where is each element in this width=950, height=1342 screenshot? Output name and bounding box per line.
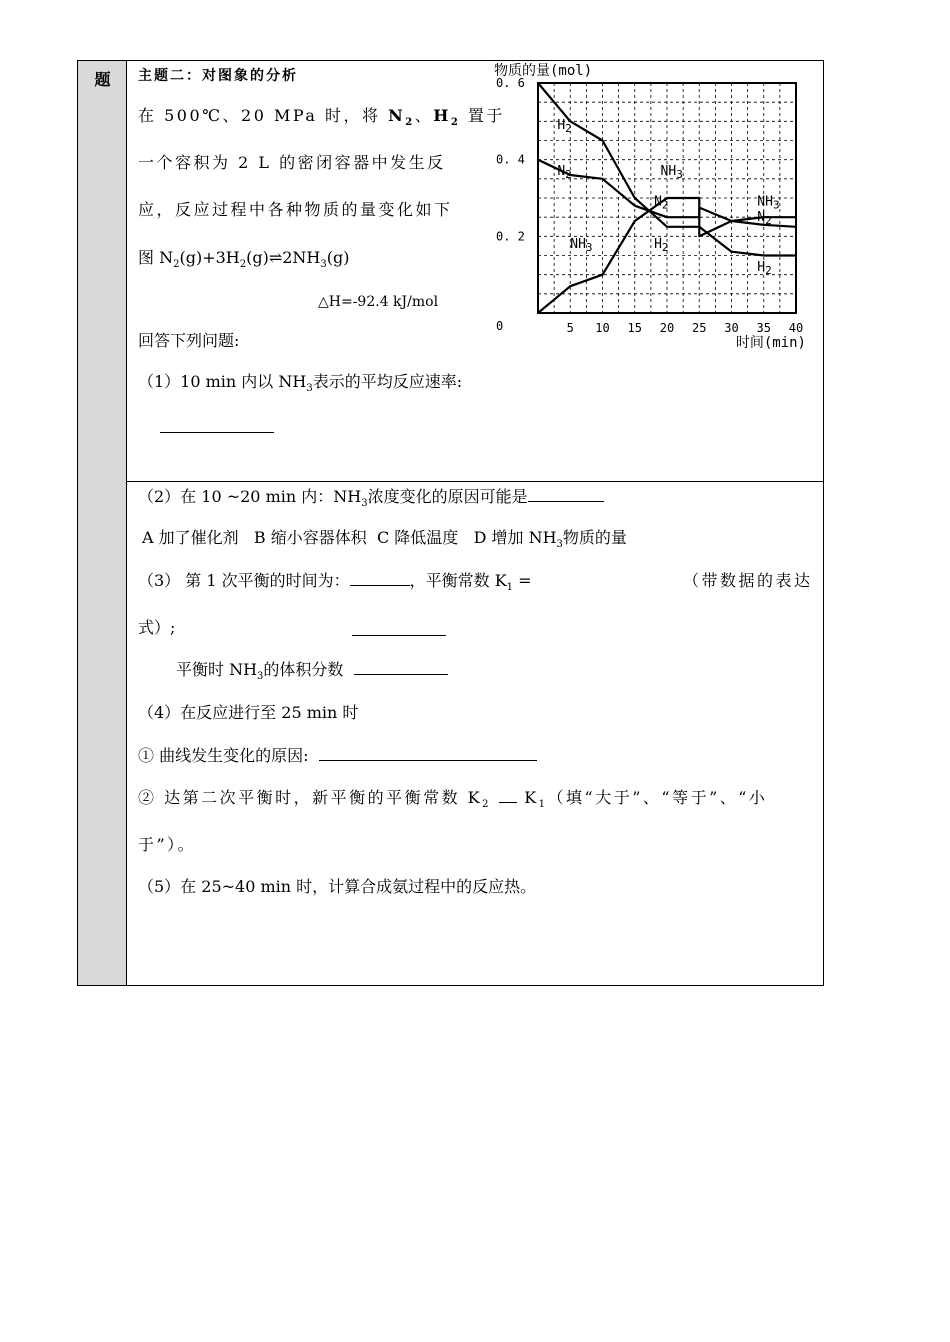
series-label-n2: $N_2$ bbox=[757, 210, 772, 227]
x-tick-label: 35 bbox=[756, 321, 771, 335]
intro-line-1: 在 500℃、20 MPa 时，将 $N_2$、$H_2$ 置于 bbox=[138, 106, 505, 129]
q3-note-cont: 式）; bbox=[138, 618, 176, 637]
question-4-1: ① 曲线发生变化的原因: bbox=[138, 746, 537, 766]
x-tick-label: 10 bbox=[595, 321, 610, 335]
question-1: （1）10 min 内以 $NH_3$表示的平均反应速率: bbox=[138, 372, 463, 395]
question-5: （5）在 25~40 min 时，计算合成氨过程中的反应热。 bbox=[138, 877, 537, 896]
y-tick-label: 0 bbox=[496, 319, 504, 333]
series-label-nh3: $NH_3$ bbox=[570, 236, 593, 254]
q2-answer-blank[interactable] bbox=[528, 487, 604, 502]
x-tick-label: 15 bbox=[627, 321, 642, 335]
q3-time-blank[interactable] bbox=[350, 571, 410, 586]
x-tick-label: 20 bbox=[659, 321, 675, 335]
question-4: （4）在反应进行至 25 min 时 bbox=[138, 703, 359, 722]
series-label-h2: $H_2$ bbox=[757, 259, 772, 277]
option-a: A 加了催化剂 bbox=[142, 528, 239, 547]
section-heading: 主题二：对图象的分析 bbox=[138, 68, 298, 84]
series-label-h2: $H_2$ bbox=[654, 236, 669, 254]
intro-line-2: 一个容积为 2 L 的密闭容器中发生反 bbox=[138, 153, 446, 172]
intro-line-3: 应，反应过程中各种物质的量变化如下 bbox=[138, 200, 453, 219]
x-tick-label: 40 bbox=[788, 321, 804, 335]
series-label-nh3: $NH_3$ bbox=[660, 164, 683, 181]
q3-note: （带数据的表达 bbox=[683, 571, 813, 590]
q1-answer-blank[interactable] bbox=[160, 418, 274, 433]
q3-volume-fraction: 平衡时 $NH_3$的体积分数 bbox=[176, 660, 448, 687]
series-label-n2: $N_2$ bbox=[654, 194, 669, 212]
series-label-h2: $H_2$ bbox=[557, 118, 572, 135]
question-4-2: ② 达第二次平衡时，新平衡的平衡常数 $K_2$ $K_1$（填“大于”、“等于”、“小 bbox=[138, 788, 768, 811]
reaction-equation: 图 $N_2(g)+3H_2(g)\rightleftharpoons 2NH_3(g)$ bbox=[138, 248, 350, 271]
equilibrium-arrow-icon: ⇌ bbox=[268, 248, 283, 267]
q4-2-answer-blank[interactable] bbox=[499, 788, 517, 803]
side-column bbox=[78, 61, 127, 985]
series-label-nh3: $NH_3$ bbox=[757, 194, 780, 212]
option-c: C 降低温度 bbox=[376, 528, 459, 547]
option-d: D 增加 $NH_3$物质的量 bbox=[473, 528, 627, 551]
option-b: B 缩小容器体积 bbox=[253, 528, 367, 547]
y-tick-label: 0. 6 bbox=[496, 76, 525, 90]
q3-fraction-blank[interactable] bbox=[354, 660, 448, 675]
y-tick-label: 0. 2 bbox=[496, 229, 525, 244]
question-3: （3） 第 1 次平衡的时间为： ，平衡常数 $K_1$ = bbox=[138, 571, 532, 594]
x-axis-label: 时间(min) bbox=[735, 335, 806, 351]
x-tick-label: 30 bbox=[724, 321, 739, 335]
q2-options bbox=[142, 528, 627, 555]
x-tick-label: 25 bbox=[692, 321, 707, 335]
series-label-n2: $N_2$ bbox=[557, 164, 572, 181]
question-4-2-cont: 于”）。 bbox=[138, 835, 197, 854]
x-tick-label: 5 bbox=[566, 321, 574, 335]
chart-title: 物质的量(mol) bbox=[494, 63, 593, 79]
question-2: （2）在 10 ~20 min 内：$NH_3$浓度变化的原因可能是 bbox=[138, 487, 604, 514]
q4-1-answer-blank[interactable] bbox=[319, 746, 537, 761]
q3-k-blank[interactable] bbox=[352, 621, 446, 636]
y-tick-label: 0. 4 bbox=[496, 152, 525, 167]
enthalpy: △H=-92.4 kJ/mol bbox=[318, 294, 439, 310]
line-chart bbox=[490, 62, 810, 354]
side-label: 题 bbox=[94, 70, 111, 89]
answer-prompt: 回答下列问题: bbox=[138, 331, 240, 350]
row-divider bbox=[127, 481, 823, 482]
